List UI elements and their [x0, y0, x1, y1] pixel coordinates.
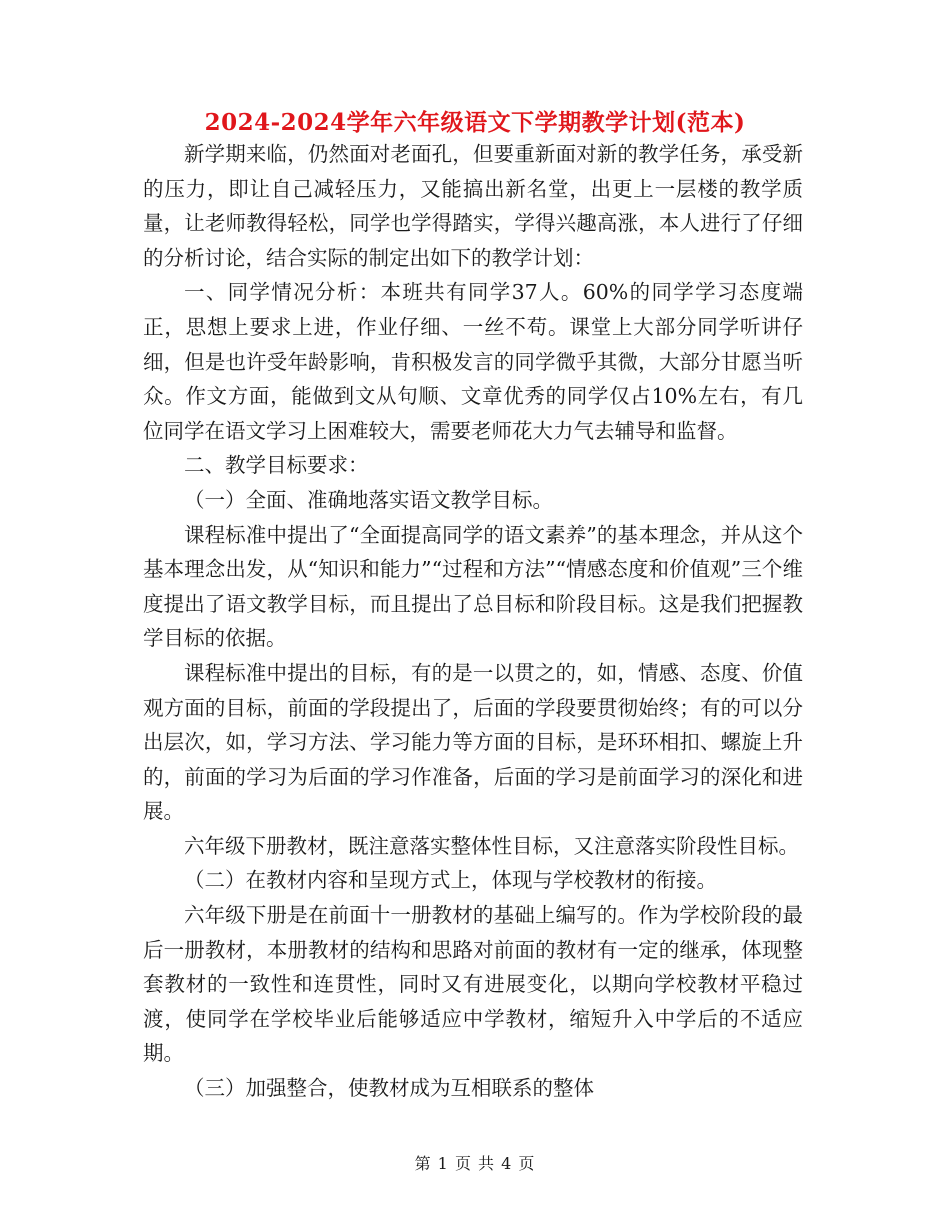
body-paragraph: （二）在教材内容和呈现方式上，体现与学校教材的衔接。 — [184, 868, 717, 893]
body-paragraph: 六年级下册教材，既注意落实整体性目标，又注意落实阶段性目标。 — [184, 833, 799, 858]
body-paragraph: 一、同学情况分析：本班共有同学37人。60%的同学学习态度端正，思想上要求上进，作业仔细、一丝不苟。课堂上大部分同学听讲仔细，但是也许受年龄影响，肯积极发言的同学微乎其微，大部分甘愿当听众。作文方面，能做到文从句顺、文章优秀的同学仅占10%左右，有几位同学在语文学习上困难较大，需要老师花大力气去辅导和监督。 — [143, 280, 803, 443]
document-title: 2024-2024学年六年级语文下学期教学计划(范本) — [204, 109, 746, 136]
body-paragraph: （一）全面、准确地落实语文教学目标。 — [184, 487, 553, 512]
page-number-footer: 第 1 页 共 4 页 — [414, 1154, 536, 1173]
body-paragraph: 课程标准中提出的目标，有的是一以贯之的，如，情感、态度、价值观方面的目标，前面的学段提出了，后面的学段要贯彻始终；有的可以分出层次，如，学习方法、学习能力等方面的目标，是环环相扣、螺旋上升的，前面的学习为后面的学习作准备，后面的学习是前面学习的深化和进展。 — [143, 660, 803, 824]
document-body — [143, 137, 803, 1106]
body-paragraph: 课程标准中提出了“全面提高同学的语文素养”的基本理念，并从这个基本理念出发，从“知识和能力”“过程和方法”“情感态度和价值观”三个维度提出了语文教学目标，而且提出了总目标和阶段目标。这是我们把握教学目标的依据。 — [143, 522, 803, 651]
body-paragraph: （三）加强整合，使教材成为互相联系的整体 — [184, 1076, 594, 1101]
body-paragraph: 六年级下册是在前面十一册教材的基础上编写的。作为学校阶段的最后一册教材，本册教材的结构和思路对前面的教材有一定的继承，体现整套教材的一致性和连贯性，同时又有进展变化，以期向学校教材平稳过渡，使同学在学校毕业后能够适应中学教材，缩短升入中学后的不适应期。 — [143, 903, 803, 1066]
body-paragraph: 二、教学目标要求： — [184, 453, 369, 478]
body-paragraph: 新学期来临，仍然面对老面孔，但要重新面对新的教学任务，承受新的压力，即让自己减轻压力，又能搞出新名堂，出更上一层楼的教学质量，让老师教得轻松，同学也学得踏实，学得兴趣高涨，本人进行了仔细的分析讨论，结合实际的制定出如下的教学计划： — [143, 142, 803, 270]
